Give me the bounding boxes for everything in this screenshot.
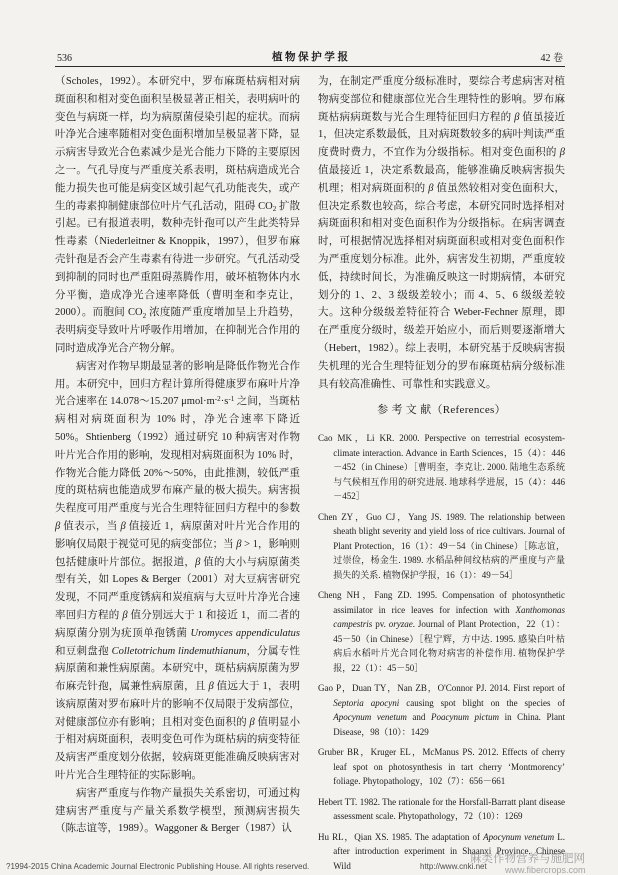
text-run: Gruber BR，Kruger EL，McManus PS. 2012. Effects of cherry leaf spot on photosynthesis in tart cherry ‘Montmorency’ foliage. Phytopathology，102（7）：656－661 [318, 747, 565, 787]
text-run: Hebert TT. 1982. The rationale for the Horsfall-Barratt plant disease assessment scale. Phytopathology，72（10）：1269 [318, 796, 565, 822]
text-run: pv. [372, 619, 389, 630]
text-run: Colletotrichum lindemuthianum [111, 645, 247, 657]
text-run: β [120, 520, 126, 532]
reference-list [318, 431, 565, 873]
footer-url[interactable]: http://www.cnki.net [420, 862, 487, 871]
watermark-url: www.fibercrops.com [505, 865, 586, 875]
text-run: 值远大于 1，表明该病原菌对罗布麻叶片的影响不仅局限于发病部位，对健康部位亦有影响；且相对变色面积的 [55, 681, 301, 728]
text-run: . Journal of Plant Protection，22（1）：45－50（in Chinese）［程宁辉，方中达. 1995. 感染白叶枯病后水稻叶片光合同化物对病害的补偿作用. 植物保护学报，22（1）：45－50］ [333, 619, 565, 673]
text-run: L. after introduction experiment in Shaanxi Province. Chinese Wild [333, 831, 565, 871]
page-number: 536 [57, 53, 72, 64]
text-run: oryzae [388, 619, 413, 630]
body-paragraph [55, 73, 300, 358]
text-run: β [122, 609, 128, 621]
text-run: in China. Plant Disease，98（10）：1429 [333, 712, 566, 737]
text-run: Apocynum venetum [483, 831, 555, 842]
text-run: β [236, 538, 242, 550]
text-run: Poacynum pictum [430, 712, 500, 723]
text-run: Xanthomonas campestris [333, 604, 565, 630]
text-run: 浓度随严重度增加呈上升趋势，表明病变导致叶片呼吸作用增加，在抑制光合作用的同时造成净光合产物分解。 [55, 307, 300, 354]
body-paragraph [55, 358, 300, 785]
text-run: Septoria apocyni [333, 697, 400, 708]
text-run: ·s [220, 396, 229, 408]
text-run: Cao MK，Li KR. 2000. Perspective on terrestrial ecosystem-climate interaction. Advance in Earth Sciences，15（4）：446－452（in Chinese）［曹明奎，李克让. 2000. 陆地生态系统与气候相互作用的研究进展. 地球科学进展，15（4）：446－452］ [318, 433, 565, 502]
text-run: 值的大小与病原菌类型有关，如 Lopes & Berger（2001）对大豆病害研究发现，不同严重度锈病和炭疽病与大豆叶片净光合速率回归方程的 [55, 556, 301, 621]
text-run: 2 [272, 204, 277, 213]
left-column [55, 73, 300, 857]
reference-entry [318, 795, 565, 824]
reference-entry [318, 510, 565, 583]
text-run: -1 [228, 395, 235, 404]
text-run: causing spot blight on the species of [399, 697, 565, 708]
text-run: 和豆刺盘孢 [55, 645, 112, 657]
left-body-text [55, 73, 300, 838]
reference-entry [318, 745, 565, 789]
text-run: 2 [142, 311, 147, 320]
text-run: Apocynum venetum [333, 712, 407, 723]
body-paragraph [318, 73, 565, 393]
text-run: Hu RL，Qian XS. 1985. The adaptation of [318, 831, 484, 842]
text-run: Uromyces appendiculatus [190, 627, 301, 639]
reference-entry [318, 681, 565, 739]
text-run: β [249, 716, 255, 728]
text-run: β [55, 520, 61, 532]
text-run: β [208, 681, 214, 693]
text-run: 病害对作物早期最显著的影响是降低作物光合作用。本研究中，回归方程计算所得健康罗布麻叶片净光合速率在 14.078～15.207 μmol·m [55, 360, 300, 408]
text-run: -2 [214, 395, 221, 404]
text-run: β [559, 147, 565, 159]
watermark-title: 麻类作物营养与施肥网 [470, 853, 585, 865]
journal-title: 植 物 保 护 学 报 [271, 52, 349, 63]
text-run: 为，在制定严重度分级标准时，要综合考虑病害对植物病变部位和健康部位光合生理特性的影响。罗布麻斑枯病病斑数与光合生理特征回归方程的 [318, 76, 565, 123]
text-run: 值明显小于相对病斑面积，表明变色可作为斑枯病的病变特征及病害严重度划分依据，较病斑更能准确反映病害对叶片光合生理特征的实际影响。 [55, 716, 301, 782]
footer-copyright: ?1994-2015 China Academic Journal Electronic Publishing House. All rights reserved. [6, 862, 310, 871]
text-run: 之间，当斑枯病相对病斑面积为 10% 时，净光合速率下降近 50%。Shtienberg（1992）通过研究 10 种病害对作物叶片光合作用的影响，发现相对病斑面积为 10% 时，作物光合能力降低 20%～50%，由此推测，较低严重度的斑枯病也能造成罗布麻产量的极大损失。病害损失程度可用严重度与光合生理特征回归方程中的参数 [55, 396, 300, 515]
text-run: （Scholes，1992）。本研究中，罗布麻斑枯病相对病斑面积和相对变色面积呈极显著正相关，表明病叶的变色与病斑一样，均为病原菌侵染引起的症状。而病叶净光合速率随相对变色面积增加呈极显著下降，显示病害导致光合色素减少是光合能力下降的主要原因之一。气孔导度与严重度关系表明，斑枯病造成光合能力损失也可能是病变区域引起气孔功能丧失，或产生的毒素抑制健康部位叶片气孔活动，阻碍 CO [55, 76, 300, 212]
reference-entry [318, 588, 565, 675]
running-header [55, 50, 565, 67]
text-run: 值接近 1，病原菌对叶片光合作用的影响仅局限于视觉可见的病变部位；当 [55, 520, 301, 550]
right-body-text [318, 73, 565, 393]
text-run: 病害严重度与作物产量损失关系密切，可通过构建病害严重度与产量关系数学模型，预测病害损失（陈志谊等，1989）。Waggoner & Berger（1987）认 [55, 787, 300, 835]
references-heading: 参 考 文 献（References） [377, 404, 506, 417]
body-paragraph [55, 785, 300, 838]
text-run: β [195, 556, 201, 568]
text-run: β [514, 111, 520, 123]
text-run: 值最接近 1，决定系数最高，能够准确反映病害损失机理；相对病斑面积的 [318, 164, 565, 194]
text-run: Chen ZY，Guo CJ，Yang JS. 1989. The relationship between sheath blight severity and yield loss of rice cultivars. Journal of Plant Protection，16（1）：49－54（in Chinese）［陈志谊，过崇俭，杨金生. 1989. 水稻品种间纹枯病的严重度与产量损失的关系. 植物保护学报，16（1）：49－54］ [318, 511, 565, 580]
text-run: ，分属专性病原菌和兼性病原菌。本研究中，斑枯病病原菌为罗布麻壳针孢，属兼性病原菌，且 [55, 645, 301, 693]
text-run: Cheng NH，Fang ZD. 1995. Compensation of photosynthetic assimilator in rice leaves for infection with [318, 590, 565, 615]
text-run: 值虽接近 1，但决定系数最低，且对病斑数较多的病叶判读严重度费时费力，不宜作为分级指标。相对变色面积的 [318, 111, 566, 159]
text-run: 值表示，当 [60, 520, 121, 532]
volume-label: 42 卷 [540, 53, 563, 64]
text-run: Gao P，Duan TY，Nan ZB，O'Connor PJ. 2014. First report of [318, 683, 565, 694]
text-run: 值虽然较相对变色面积大，但决定系数也较高，综合考虑，本研究同时选择相对病斑面积和相对变色面积作为分级指标。在病害调查时，可根据情况选择相对病斑面积或相对变色面积作为严重度划分标准。此外，病害发生初期，严重度较低，持续时间长，为准确反映这一时期病情，本研究划分的 1、2、3 级级差较小；而 4、5、6 级级差较大。这种分级级差特征符合 Weber-Fechner 原理，即在严重度分级时，级差开始应小，而后则要逐渐增大（Hebert，1982）。综上表明，本研究基于反映病害损失机理的光合生理特征划分的罗布麻斑枯病分级标准具有较高准确性、可靠性和实践意义。 [318, 182, 566, 390]
text-run: > 1，影响则包括健康叶片部位。据报道， [55, 538, 301, 568]
reference-entry [318, 431, 565, 504]
text-run: 扩散引起。已有报道表明，数种壳针孢可以产生此类特异性毒素（Niederleitner & Knoppik，1997），但罗布麻壳针孢是否会产生毒素有待进一步研究。气孔活动受到抑制的同时也严重阻碍蒸腾作用，破坏植物体内水分平衡，造成净光合速率降低（曹明奎和李克让，2000）。而胞间 CO [55, 200, 301, 319]
text-run: β [428, 182, 434, 194]
text-run: 值分别远大于 1 和接近 1，而二者的病原菌分别为疣顶单孢锈菌 [55, 609, 301, 639]
text-run: and [406, 712, 431, 723]
